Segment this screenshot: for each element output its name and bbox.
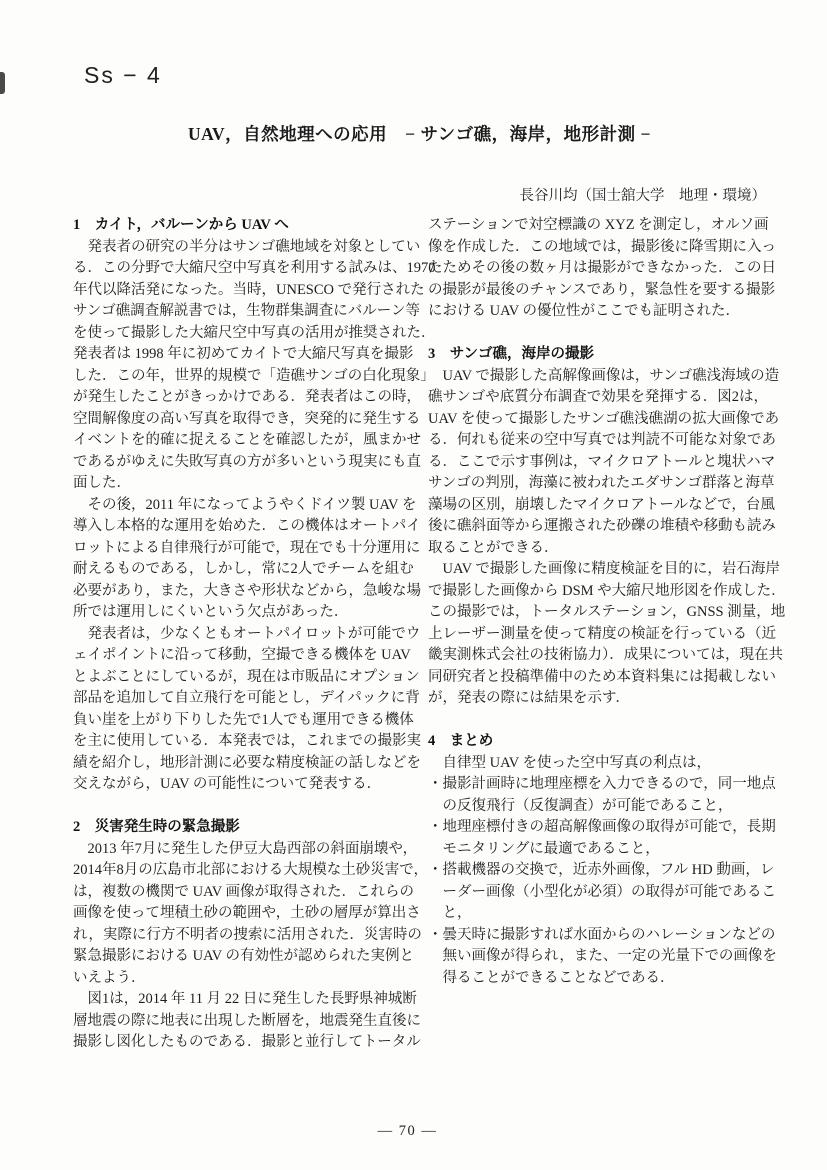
- text-line: 緊急撮影における UAV の有効性が認められた実例と: [73, 948, 415, 964]
- text-line: 2013 年7月に発生した伊豆大島西部の斜面崩壊や，: [87, 840, 418, 857]
- text-line: 交えながら，UAV の可能性について発表する．: [73, 776, 382, 792]
- blank-line: [428, 323, 766, 345]
- text-line: ロットによる自律飛行が可能で，現在でも十分運用に: [73, 539, 421, 556]
- text-line: UAV で撮影した画像に精度検証を目的に，岩石海岸: [442, 561, 780, 577]
- text-line: 必要があり，また，大きさや形状などから，急峻な場: [73, 582, 421, 599]
- text-line: の撮影が最後のチャンスであり，緊急性を要する撮影: [428, 281, 776, 298]
- text-line: サンゴの判別，海藻に被われたエダサンゴ群落と海草: [428, 475, 775, 491]
- text-line: 像を作成した．この地域では，撮影後に降雪期に入っ: [428, 238, 776, 255]
- text-line: 自律型 UAV を使った空中写真の利点は，: [442, 754, 712, 771]
- text-line: UAV を使って撮影したサンゴ礁浅礁湖の拡大画像であ: [428, 410, 780, 427]
- left-text-column: [73, 215, 436, 1054]
- text-line: を使って撮影した大縮尺空中写真の活用が推奨された．: [73, 324, 436, 341]
- text-line: 面した．: [73, 475, 131, 491]
- paper-title: UAV，自然地理への応用 − サンゴ礁，海岸，地形計測 −: [188, 124, 651, 144]
- text-line: ステーションで対空標識の XYZ を測定し，オルソ画: [428, 217, 769, 233]
- text-line: ・曇天時に撮影すれば水面からのハレーションなどの: [428, 926, 776, 943]
- text-line: 年代以降活発になった。当時，UNESCO で発行された: [73, 281, 425, 298]
- text-line: 藻場の区別，崩壊したマイクロアトールなどで，台風: [428, 496, 775, 513]
- text-line: 礁サンゴや底質分布調査で効果を発揮する．図2は，: [428, 389, 769, 405]
- scan-artifact-mark: [0, 72, 5, 94]
- text-line: れ，実際に行方不明者の捜索に活用された．災害時の: [73, 926, 422, 943]
- text-line: 空間解像度の高い写真を取得でき，突発的に発生する: [73, 410, 421, 427]
- text-line: 畿実測株式会社の技術協力）．成果については，現在共: [428, 647, 783, 663]
- text-line: 2014年8月の広島市北部における大規模な土砂災害で，: [73, 862, 428, 878]
- text-line: とよぶことにしているが，現在は市販品にオプション: [73, 668, 420, 685]
- text-line: ェイポイントに沿って移動，空撮できる機体を UAV: [73, 647, 411, 663]
- text-line: ーダー画像（小型化が必須）の取得が可能であるこ: [442, 883, 776, 900]
- text-line: 撮影し図化したものである．撮影と並行してトータル: [73, 1034, 421, 1050]
- text-line: る．この分野で大縮尺空中写真を利用する試みは、1970: [73, 260, 436, 276]
- text-line: サンゴ礁調査解説書では，生物群集調査にバルーン等: [73, 303, 420, 319]
- text-line: 画像を使って埋積土砂の範囲や，土砂の層厚が算出さ: [73, 905, 421, 921]
- text-line: いえよう．: [73, 969, 146, 986]
- text-line: と，: [442, 905, 472, 921]
- text-line: 上レーザー測量を使って精度の検証を行っている（近: [428, 625, 776, 642]
- text-line: であるがゆえに失敗写真の方が多いという現実にも直: [73, 453, 421, 470]
- text-line: 得ることができることなどである．: [442, 969, 675, 986]
- text-line: 部品を追加して自立飛行を可能とし，デイパックに背: [73, 690, 420, 706]
- text-line: 負い崖を上がり下りした先で1人でも運用できる機体: [73, 711, 414, 728]
- text-line: 取ることができる．: [428, 539, 559, 556]
- text-line: は，複数の機関で UAV 画像が取得された．これらの: [73, 883, 415, 900]
- text-line: この撮影では，トータルステーション，GNSS 測量，地: [428, 604, 786, 620]
- text-line: UAV で撮影した高解像画像は，サンゴ礁浅海域の造: [442, 367, 780, 384]
- section-heading: 3 サンゴ礁，海岸の撮影: [428, 346, 595, 362]
- text-line: 発表者の研究の半分はサンゴ礁地域を対象としてい: [87, 238, 421, 255]
- section-heading: 4 まとめ: [428, 733, 494, 749]
- text-line: イベントを的確に捉えることを確認したが，風まかせ: [73, 432, 421, 448]
- text-line: における UAV の優位性がここでも証明された．: [428, 303, 741, 319]
- text-line: ・地理座標付きの超高解像画像の取得が可能で，長期: [428, 819, 776, 835]
- text-line: モニタリングに最適であること，: [442, 840, 660, 857]
- text-line: 績を紹介し，地形計測に必要な精度検証の話しなどを: [73, 754, 421, 771]
- text-line: 所では運用しにくいという欠点があった．: [73, 604, 349, 620]
- text-line: した．この年，世界的規模で「造礁サンゴの白化現象」: [73, 367, 435, 384]
- text-line: 後に礁斜面等から運搬された砂礫の堆積や移動も読み: [428, 518, 776, 534]
- text-line: 発表者は 1998 年に初めてカイトで大縮尺写真を撮影: [73, 346, 414, 362]
- page-number: — 70 —: [377, 1123, 438, 1139]
- text-line: 無い画像が得られ，また、一定の光量下での画像を: [442, 948, 777, 964]
- right-text-column: [428, 215, 786, 989]
- text-line: ・撮影計画時に地理座標を入力できるので，同一地点: [428, 776, 776, 792]
- text-line: 図1は，2014 年 11 月 22 日に発生した長野県神城断: [87, 991, 417, 1007]
- text-line: が，発表の際には結果を示す．: [428, 690, 630, 706]
- section-heading: 2 災害発生時の緊急撮影: [73, 819, 240, 835]
- blank-line: [428, 710, 766, 732]
- text-line: その後，2011 年になってようやくドイツ製 UAV を: [87, 496, 417, 513]
- section-heading: 1 カイト，バルーンから UAV へ: [73, 217, 289, 233]
- author-affiliation: 長谷川均（国士舘大学 地理・環境）: [519, 188, 766, 204]
- text-line: 発表者は，少なくともオートパイロットが可能でウ: [87, 625, 421, 642]
- text-line: 導入し本格的な運用を始めた．この機体はオートパイ: [73, 518, 421, 534]
- text-line: る．ここで示す事例は，マイクロアトールと塊状ハマ: [428, 453, 776, 470]
- text-line: る．何れも従来の空中写真では判読不可能な対象であ: [428, 432, 776, 448]
- text-line: 同研究者と投稿準備中のため本資料集には掲載しない: [428, 668, 776, 685]
- text-line: 層地震の際に地表に出現した断層を，地震発生直後に: [73, 1012, 421, 1029]
- text-line: で撮影した画像から DSM や大縮尺地形図を作成した．: [428, 582, 786, 599]
- text-line: の反復飛行（反復調査）が可能であること，: [442, 797, 733, 814]
- text-line: が発生したことがきっかけである．発表者はこの時，: [73, 389, 421, 405]
- blank-line: [73, 796, 422, 818]
- text-line: 耐えるものである，しかし，常に2人でチームを組む: [73, 561, 414, 577]
- session-code: Ss − 4: [84, 62, 162, 88]
- text-line: ・搭載機器の交換で，近赤外画像，フル HD 動画，レ: [428, 862, 775, 878]
- text-line: たためその後の数ヶ月は撮影ができなかった．この日: [428, 260, 776, 276]
- text-line: を主に使用している．本発表では，これまでの撮影実: [73, 733, 421, 749]
